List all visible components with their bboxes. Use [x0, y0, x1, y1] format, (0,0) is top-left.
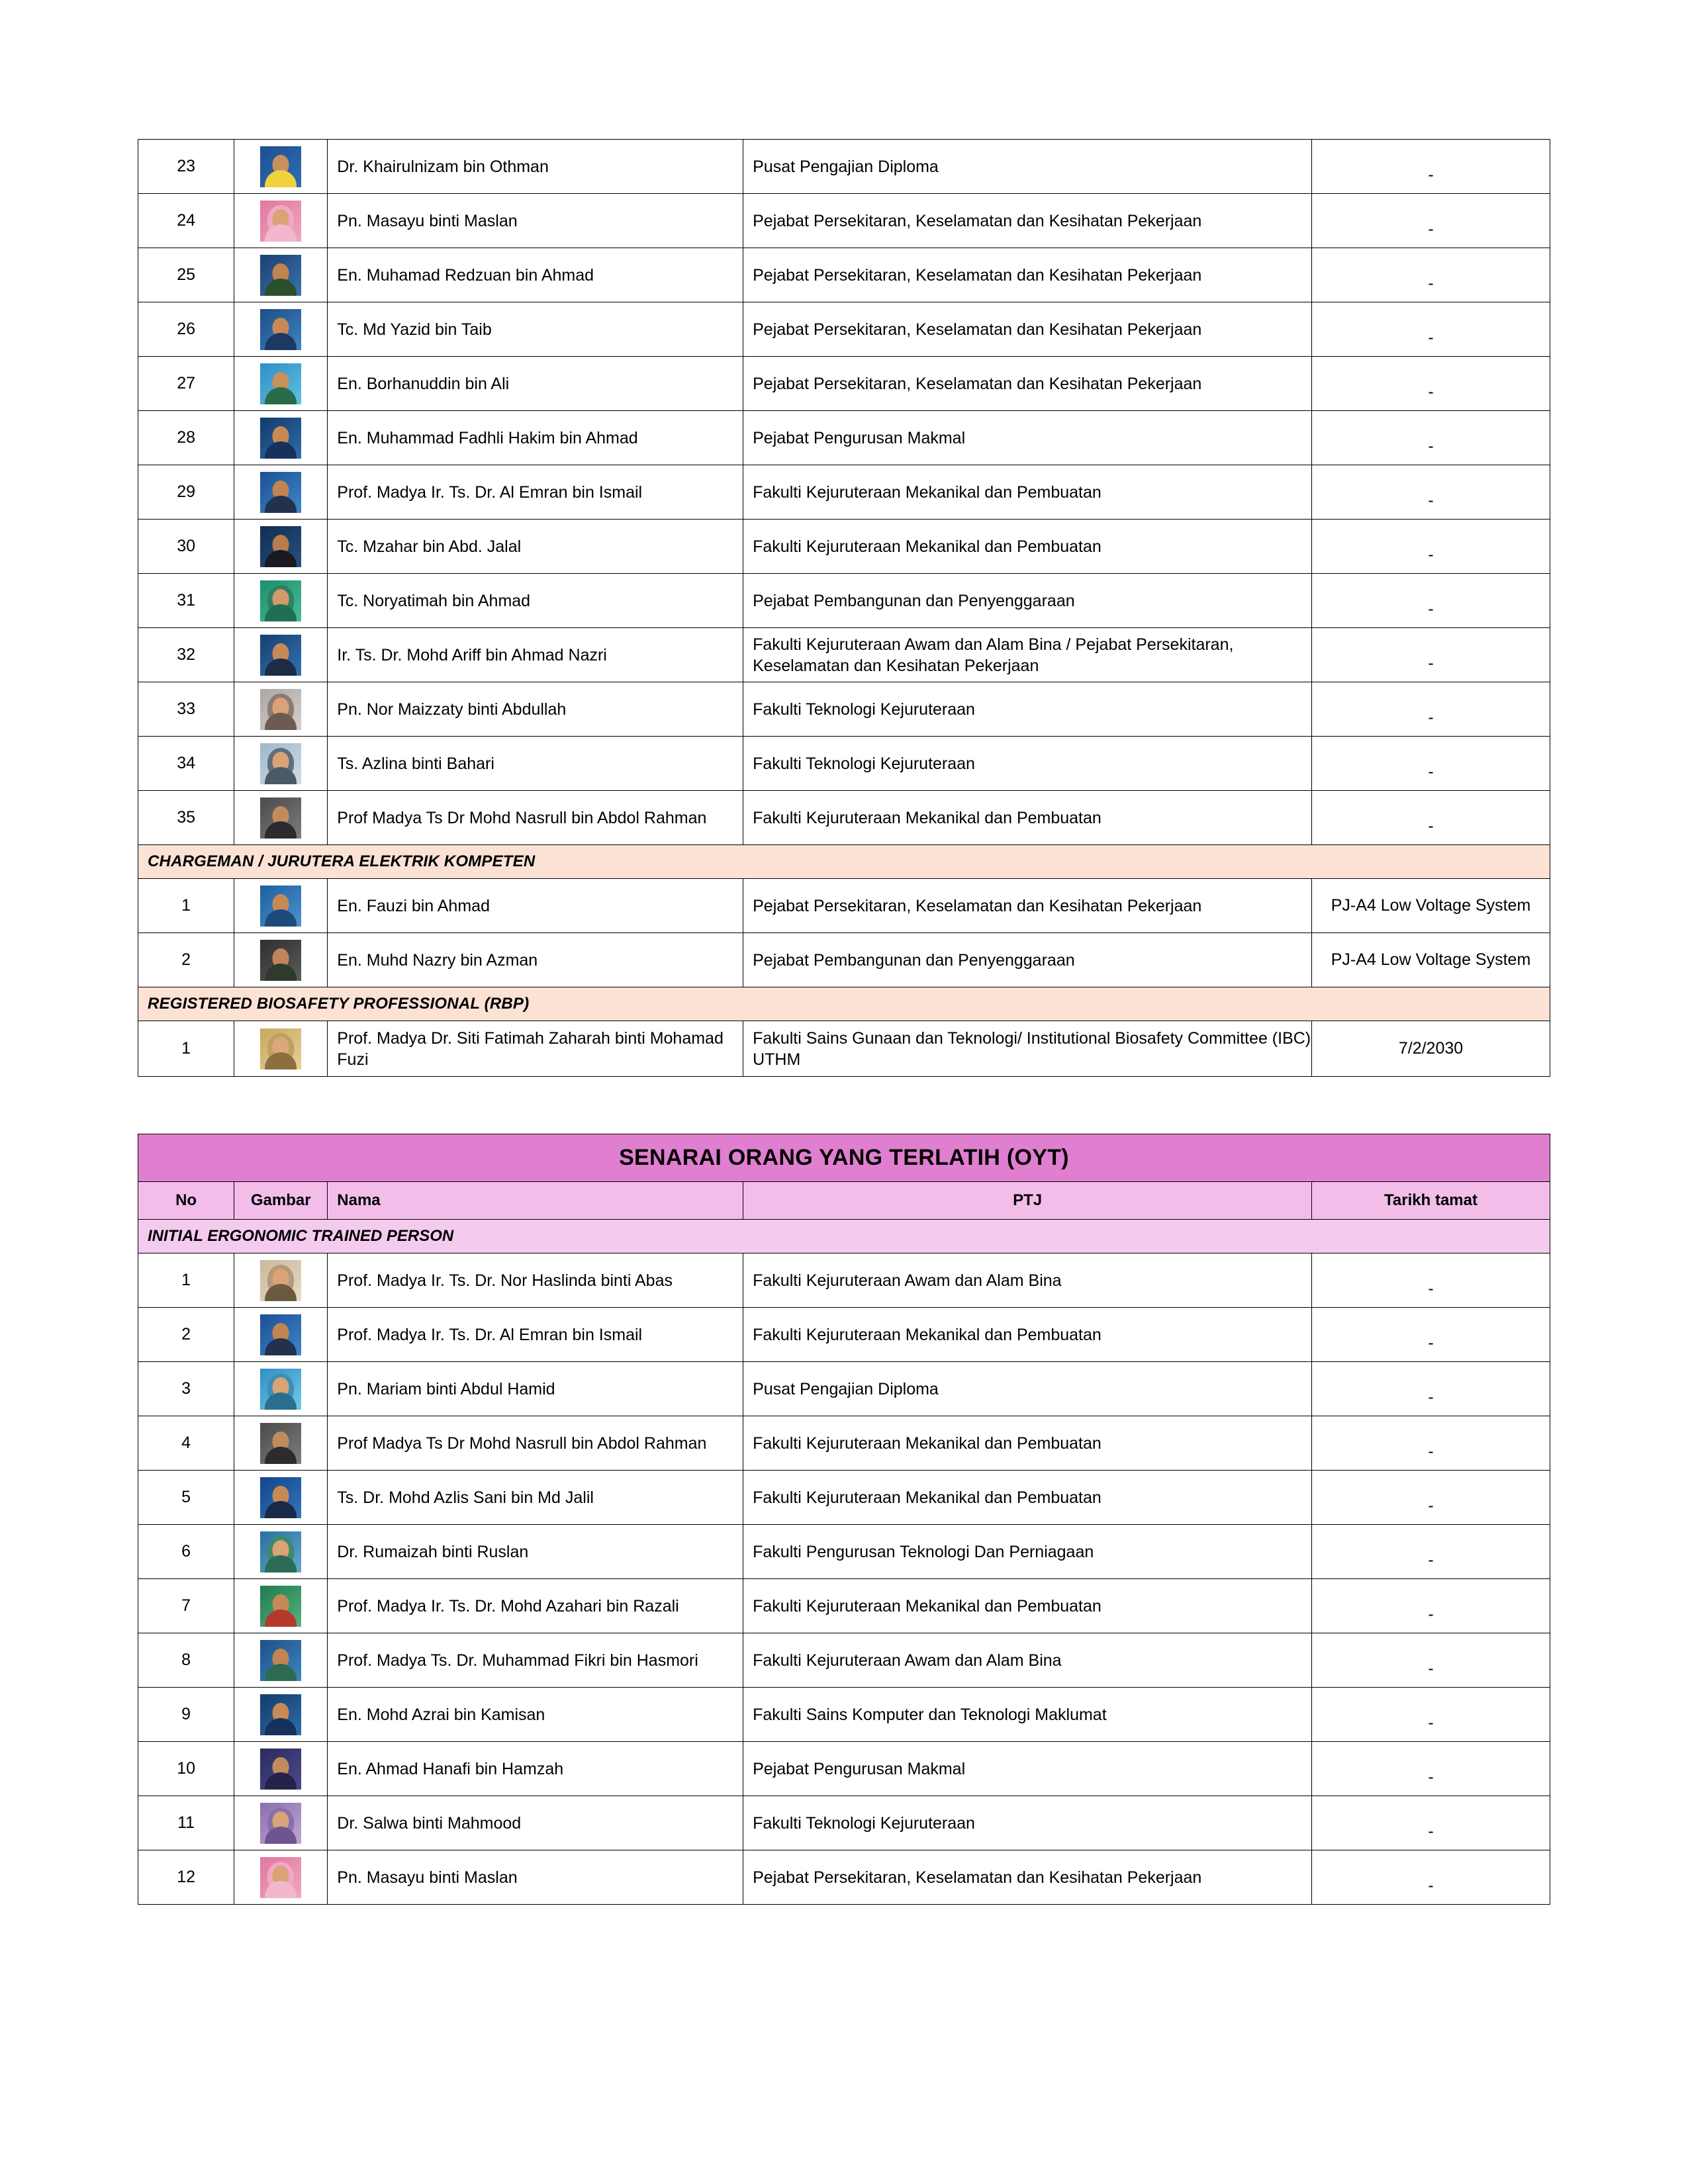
person-photo	[260, 635, 301, 676]
cell-gambar	[234, 1850, 328, 1905]
person-photo	[260, 1586, 301, 1627]
cell-nama: Prof. Madya Ts. Dr. Muhammad Fikri bin Hasmori	[328, 1633, 743, 1688]
cell-ptj: Fakulti Kejuruteraan Mekanikal dan Pembuatan	[743, 1579, 1312, 1633]
cell-no: 34	[138, 737, 234, 791]
cell-gambar	[234, 194, 328, 248]
cell-tarikh-tamat: -	[1312, 1742, 1550, 1796]
oyt-header-row	[138, 1182, 1550, 1220]
cell-nama: En. Borhanuddin bin Ali	[328, 357, 743, 411]
cell-nama: En. Muhd Nazry bin Azman	[328, 933, 743, 987]
cell-gambar	[234, 1021, 328, 1077]
table-row	[138, 737, 1550, 791]
cell-gambar	[234, 1796, 328, 1850]
cell-tarikh-tamat: -	[1312, 1688, 1550, 1742]
cell-gambar	[234, 1688, 328, 1742]
oyt-subsection-label: INITIAL ERGONOMIC TRAINED PERSON	[138, 1220, 1550, 1253]
person-photo	[260, 146, 301, 187]
cell-gambar	[234, 682, 328, 737]
cell-gambar	[234, 1525, 328, 1579]
cell-nama: En. Fauzi bin Ahmad	[328, 879, 743, 933]
table-row	[138, 1253, 1550, 1308]
cell-nama: Prof. Madya Ir. Ts. Dr. Al Emran bin Ismail	[328, 1308, 743, 1362]
cell-tarikh-tamat: -	[1312, 357, 1550, 411]
person-photo	[260, 1694, 301, 1735]
table-row	[138, 194, 1550, 248]
cell-tarikh-tamat: -	[1312, 520, 1550, 574]
cell-no: 1	[138, 1253, 234, 1308]
cell-gambar	[234, 1742, 328, 1796]
oyt-table-body	[138, 1253, 1550, 1905]
cell-tarikh-tamat: -	[1312, 628, 1550, 682]
cell-ptj: Fakulti Teknologi Kejuruteraan	[743, 1796, 1312, 1850]
column-header-tarikh: Tarikh tamat	[1312, 1182, 1550, 1220]
cell-tarikh-tamat: -	[1312, 1253, 1550, 1308]
cell-gambar	[234, 933, 328, 987]
cell-no: 33	[138, 682, 234, 737]
cell-ptj: Pejabat Pengurusan Makmal	[743, 1742, 1312, 1796]
cell-no: 7	[138, 1579, 234, 1633]
cell-ptj: Pejabat Persekitaran, Keselamatan dan Kesihatan Pekerjaan	[743, 248, 1312, 302]
table-row	[138, 791, 1550, 845]
cell-nama: Prof. Madya Ir. Ts. Dr. Nor Haslinda binti Abas	[328, 1253, 743, 1308]
person-photo	[260, 1423, 301, 1464]
cell-ptj: Fakulti Kejuruteraan Mekanikal dan Pembuatan	[743, 1471, 1312, 1525]
cell-no: 8	[138, 1633, 234, 1688]
person-photo	[260, 580, 301, 621]
cell-tarikh-tamat: -	[1312, 1416, 1550, 1471]
cell-tarikh-tamat: -	[1312, 1525, 1550, 1579]
person-photo	[260, 1477, 301, 1518]
table-row	[138, 248, 1550, 302]
cell-nama: Prof. Madya Dr. Siti Fatimah Zaharah binti Mohamad Fuzi	[328, 1021, 743, 1077]
cell-gambar	[234, 140, 328, 194]
competent-persons-table	[138, 139, 1550, 1077]
person-photo	[260, 418, 301, 459]
cell-no: 28	[138, 411, 234, 465]
person-photo	[260, 309, 301, 350]
person-photo	[260, 1803, 301, 1844]
person-photo	[260, 1260, 301, 1301]
cell-ptj: Fakulti Sains Komputer dan Teknologi Maklumat	[743, 1688, 1312, 1742]
cell-tarikh-tamat: -	[1312, 1633, 1550, 1688]
person-photo	[260, 1369, 301, 1410]
person-photo	[260, 1857, 301, 1898]
cell-tarikh-tamat: -	[1312, 1362, 1550, 1416]
person-photo	[260, 886, 301, 927]
cell-tarikh-tamat: -	[1312, 1850, 1550, 1905]
cell-no: 26	[138, 302, 234, 357]
cell-ptj: Fakulti Kejuruteraan Mekanikal dan Pembuatan	[743, 465, 1312, 520]
cell-gambar	[234, 879, 328, 933]
cell-tarikh-tamat: -	[1312, 1471, 1550, 1525]
person-photo	[260, 255, 301, 296]
person-photo	[260, 201, 301, 242]
person-photo	[260, 526, 301, 567]
table-row	[138, 1021, 1550, 1077]
cell-tarikh-tamat: 7/2/2030	[1312, 1021, 1550, 1077]
cell-nama: Ts. Azlina binti Bahari	[328, 737, 743, 791]
cell-tarikh-tamat: -	[1312, 1308, 1550, 1362]
section-header-row	[138, 845, 1550, 879]
cell-no: 2	[138, 933, 234, 987]
column-header-ptj: PTJ	[743, 1182, 1312, 1220]
cell-no: 5	[138, 1471, 234, 1525]
cell-nama: Prof Madya Ts Dr Mohd Nasrull bin Abdol Rahman	[328, 791, 743, 845]
column-header-gambar: Gambar	[234, 1182, 328, 1220]
table-row	[138, 933, 1550, 987]
cell-tarikh-tamat: -	[1312, 411, 1550, 465]
cell-no: 3	[138, 1362, 234, 1416]
cell-no: 10	[138, 1742, 234, 1796]
column-header-no: No	[138, 1182, 234, 1220]
table-row	[138, 465, 1550, 520]
person-photo	[260, 472, 301, 513]
oyt-title: SENARAI ORANG YANG TERLATIH (OYT)	[138, 1134, 1550, 1182]
cell-ptj: Fakulti Teknologi Kejuruteraan	[743, 682, 1312, 737]
cell-nama: Dr. Salwa binti Mahmood	[328, 1796, 743, 1850]
cell-ptj: Pejabat Persekitaran, Keselamatan dan Kesihatan Pekerjaan	[743, 194, 1312, 248]
cell-gambar	[234, 1308, 328, 1362]
cell-nama: En. Muhamad Redzuan bin Ahmad	[328, 248, 743, 302]
person-photo	[260, 1640, 301, 1681]
cell-ptj: Pejabat Persekitaran, Keselamatan dan Kesihatan Pekerjaan	[743, 879, 1312, 933]
table-row	[138, 1416, 1550, 1471]
cell-tarikh-tamat: -	[1312, 737, 1550, 791]
cell-nama: Pn. Mariam binti Abdul Hamid	[328, 1362, 743, 1416]
cell-tarikh-tamat: -	[1312, 248, 1550, 302]
cell-ptj: Fakulti Pengurusan Teknologi Dan Perniagaan	[743, 1525, 1312, 1579]
cell-gambar	[234, 1633, 328, 1688]
cell-gambar	[234, 411, 328, 465]
cell-gambar	[234, 357, 328, 411]
cell-no: 32	[138, 628, 234, 682]
cell-nama: Dr. Rumaizah binti Ruslan	[328, 1525, 743, 1579]
cell-tarikh-tamat: -	[1312, 140, 1550, 194]
cell-nama: En. Mohd Azrai bin Kamisan	[328, 1688, 743, 1742]
cell-gambar	[234, 628, 328, 682]
table-row	[138, 1579, 1550, 1633]
cell-nama: Pn. Nor Maizzaty binti Abdullah	[328, 682, 743, 737]
table-row	[138, 302, 1550, 357]
oyt-title-row	[138, 1134, 1550, 1182]
cell-no: 31	[138, 574, 234, 628]
table-row	[138, 411, 1550, 465]
cell-ptj: Fakulti Kejuruteraan Awam dan Alam Bina	[743, 1633, 1312, 1688]
cell-ptj: Pejabat Pengurusan Makmal	[743, 411, 1312, 465]
cell-tarikh-tamat: -	[1312, 194, 1550, 248]
cell-ptj: Pejabat Pembangunan dan Penyenggaraan	[743, 933, 1312, 987]
cell-no: 35	[138, 791, 234, 845]
cell-ptj: Fakulti Kejuruteraan Mekanikal dan Pembuatan	[743, 791, 1312, 845]
cell-tarikh-tamat: PJ-A4 Low Voltage System	[1312, 879, 1550, 933]
person-photo	[260, 1314, 301, 1355]
cell-tarikh-tamat: -	[1312, 302, 1550, 357]
cell-no: 6	[138, 1525, 234, 1579]
cell-nama: Ts. Dr. Mohd Azlis Sani bin Md Jalil	[328, 1471, 743, 1525]
cell-gambar	[234, 248, 328, 302]
person-photo	[260, 689, 301, 730]
cell-no: 25	[138, 248, 234, 302]
cell-no: 23	[138, 140, 234, 194]
cell-ptj: Pejabat Persekitaran, Keselamatan dan Kesihatan Pekerjaan	[743, 357, 1312, 411]
table-row	[138, 682, 1550, 737]
cell-no: 12	[138, 1850, 234, 1905]
cell-gambar	[234, 1362, 328, 1416]
cell-no: 9	[138, 1688, 234, 1742]
cell-ptj: Pusat Pengajian Diploma	[743, 1362, 1312, 1416]
cell-ptj: Fakulti Sains Gunaan dan Teknologi/ Institutional Biosafety Committee (IBC) UTHM	[743, 1021, 1312, 1077]
person-photo	[260, 1028, 301, 1069]
cell-nama: Pn. Masayu binti Maslan	[328, 194, 743, 248]
table-row	[138, 1633, 1550, 1688]
table-row	[138, 628, 1550, 682]
cell-ptj: Fakulti Kejuruteraan Mekanikal dan Pembuatan	[743, 1308, 1312, 1362]
cell-nama: Prof. Madya Ir. Ts. Dr. Al Emran bin Ismail	[328, 465, 743, 520]
cell-gambar	[234, 574, 328, 628]
cell-no: 4	[138, 1416, 234, 1471]
section-header-label: REGISTERED BIOSAFETY PROFESSIONAL (RBP)	[138, 987, 1550, 1021]
cell-nama: Tc. Md Yazid bin Taib	[328, 302, 743, 357]
table-row	[138, 1525, 1550, 1579]
cell-tarikh-tamat: -	[1312, 1579, 1550, 1633]
cell-tarikh-tamat: -	[1312, 465, 1550, 520]
cell-ptj: Pejabat Pembangunan dan Penyenggaraan	[743, 574, 1312, 628]
cell-no: 1	[138, 879, 234, 933]
cell-nama: En. Ahmad Hanafi bin Hamzah	[328, 1742, 743, 1796]
cell-gambar	[234, 1471, 328, 1525]
cell-ptj: Fakulti Kejuruteraan Awam dan Alam Bina / Pejabat Persekitaran, Keselamatan dan Kesihatan Pekerjaan	[743, 628, 1312, 682]
table-row	[138, 1796, 1550, 1850]
person-photo	[260, 1531, 301, 1572]
cell-tarikh-tamat: -	[1312, 791, 1550, 845]
section-header-row	[138, 987, 1550, 1021]
cell-tarikh-tamat: -	[1312, 574, 1550, 628]
table-row	[138, 1850, 1550, 1905]
table-row	[138, 1362, 1550, 1416]
person-photo	[260, 1749, 301, 1790]
cell-tarikh-tamat: -	[1312, 682, 1550, 737]
table-row	[138, 1688, 1550, 1742]
cell-no: 27	[138, 357, 234, 411]
person-photo	[260, 363, 301, 404]
cell-no: 1	[138, 1021, 234, 1077]
cell-gambar	[234, 1579, 328, 1633]
section-header-label: CHARGEMAN / JURUTERA ELEKTRIK KOMPETEN	[138, 845, 1550, 879]
table-row	[138, 1471, 1550, 1525]
cell-nama: Prof Madya Ts Dr Mohd Nasrull bin Abdol Rahman	[328, 1416, 743, 1471]
table-row	[138, 1308, 1550, 1362]
cell-tarikh-tamat: PJ-A4 Low Voltage System	[1312, 933, 1550, 987]
cell-ptj: Pusat Pengajian Diploma	[743, 140, 1312, 194]
cell-gambar	[234, 465, 328, 520]
cell-gambar	[234, 302, 328, 357]
cell-gambar	[234, 520, 328, 574]
cell-ptj: Fakulti Kejuruteraan Mekanikal dan Pembuatan	[743, 520, 1312, 574]
cell-nama: Tc. Noryatimah bin Ahmad	[328, 574, 743, 628]
cell-ptj: Fakulti Teknologi Kejuruteraan	[743, 737, 1312, 791]
cell-ptj: Fakulti Kejuruteraan Mekanikal dan Pembuatan	[743, 1416, 1312, 1471]
cell-gambar	[234, 737, 328, 791]
cell-no: 30	[138, 520, 234, 574]
competent-persons-table-body	[138, 140, 1550, 1077]
cell-ptj: Pejabat Persekitaran, Keselamatan dan Kesihatan Pekerjaan	[743, 1850, 1312, 1905]
table-row	[138, 357, 1550, 411]
cell-gambar	[234, 1416, 328, 1471]
table-row	[138, 1742, 1550, 1796]
column-header-nama: Nama	[328, 1182, 743, 1220]
cell-nama: Tc. Mzahar bin Abd. Jalal	[328, 520, 743, 574]
cell-tarikh-tamat: -	[1312, 1796, 1550, 1850]
person-photo	[260, 940, 301, 981]
table-row	[138, 879, 1550, 933]
oyt-subsection-row	[138, 1220, 1550, 1253]
table-gap	[138, 1077, 1550, 1134]
person-photo	[260, 797, 301, 839]
table-row	[138, 520, 1550, 574]
table-row	[138, 574, 1550, 628]
table-row	[138, 140, 1550, 194]
cell-no: 24	[138, 194, 234, 248]
oyt-table	[138, 1134, 1550, 1905]
cell-nama: Ir. Ts. Dr. Mohd Ariff bin Ahmad Nazri	[328, 628, 743, 682]
cell-nama: Dr. Khairulnizam bin Othman	[328, 140, 743, 194]
cell-no: 11	[138, 1796, 234, 1850]
person-photo	[260, 743, 301, 784]
cell-ptj: Fakulti Kejuruteraan Awam dan Alam Bina	[743, 1253, 1312, 1308]
cell-no: 29	[138, 465, 234, 520]
cell-ptj: Pejabat Persekitaran, Keselamatan dan Kesihatan Pekerjaan	[743, 302, 1312, 357]
cell-nama: Prof. Madya Ir. Ts. Dr. Mohd Azahari bin Razali	[328, 1579, 743, 1633]
cell-gambar	[234, 1253, 328, 1308]
cell-gambar	[234, 791, 328, 845]
cell-nama: Pn. Masayu binti Maslan	[328, 1850, 743, 1905]
cell-no: 2	[138, 1308, 234, 1362]
cell-nama: En. Muhammad Fadhli Hakim bin Ahmad	[328, 411, 743, 465]
